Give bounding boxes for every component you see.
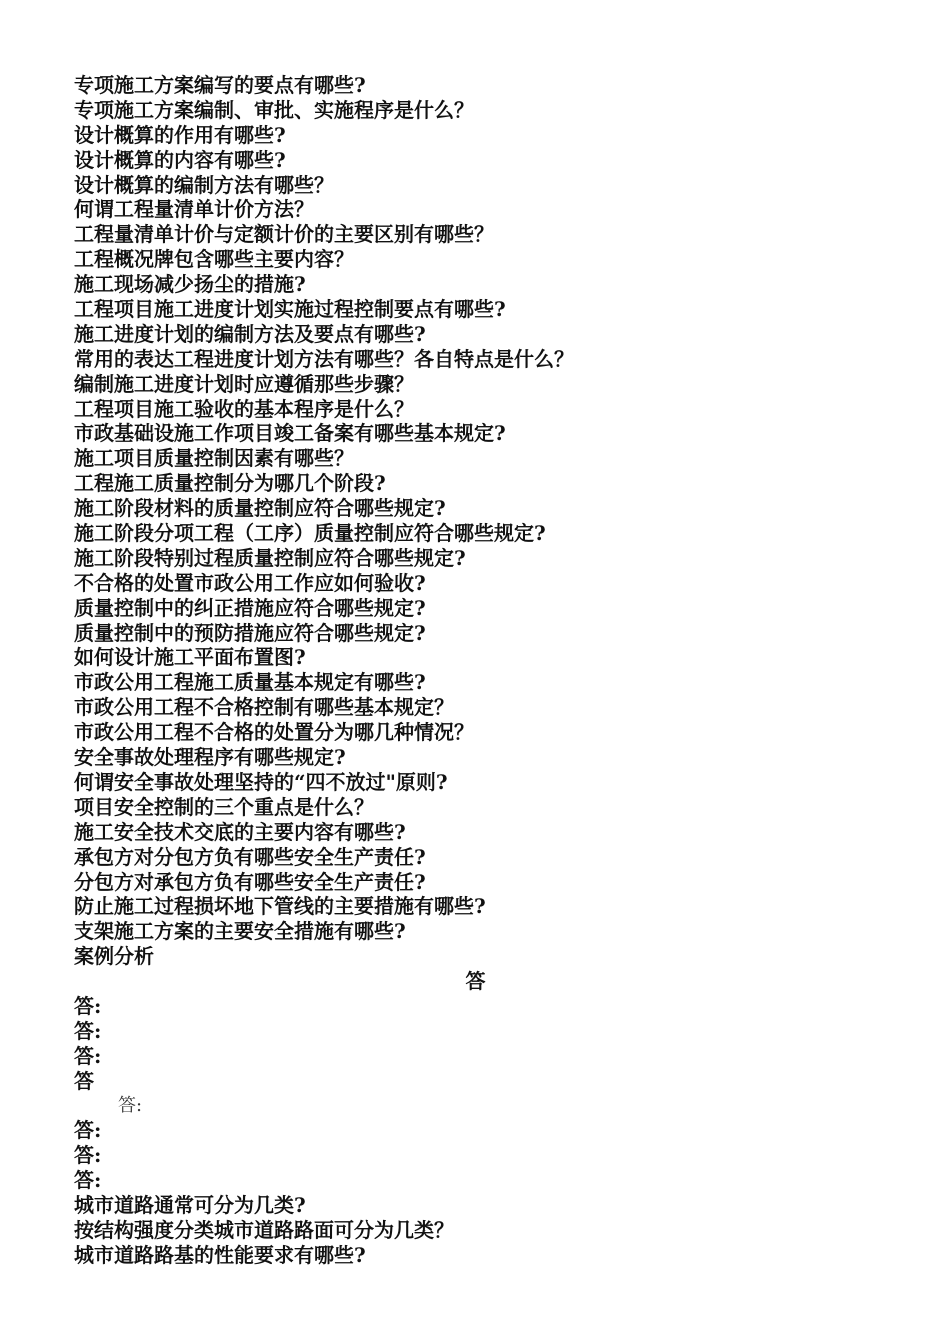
question-item: 专项施工方案编制、审批、实施程序是什么？ xyxy=(74,97,474,122)
question-item: 何谓工程量清单计价方法？ xyxy=(74,197,314,222)
question-item: 设计概算的作用有哪些? xyxy=(74,122,286,147)
question-item: 专项施工方案编写的要点有哪些? xyxy=(74,73,366,97)
answer-label: 答 xyxy=(74,1068,94,1093)
question-list-a xyxy=(74,73,894,969)
question-item: 工程概况牌包含哪些主要内容？ xyxy=(74,247,354,272)
question-item: 编制施工进度计划时应遵循那些步骤？ xyxy=(74,371,414,396)
question-item: 工程施工质量控制分为哪几个阶段? xyxy=(74,471,386,496)
question-item: 施工阶段材料的质量控制应符合哪些规定? xyxy=(74,496,446,521)
question-item: 质量控制中的预防措施应符合哪些规定? xyxy=(74,620,426,645)
question-item: 分包方对承包方负有哪些安全生产责任? xyxy=(74,869,426,894)
question-item: 设计概算的编制方法有哪些？ xyxy=(74,172,334,197)
question-item: 市政公用工程不合格控制有哪些基本规定？ xyxy=(74,695,454,720)
question-item: 如何设计施工平面布置图? xyxy=(74,645,306,670)
answer-list-b xyxy=(74,1118,894,1193)
question-item: 施工项目质量控制因素有哪些？ xyxy=(74,446,354,471)
question-item: 施工阶段特别过程质量控制应符合哪些规定? xyxy=(74,545,466,570)
answer-label: 答: xyxy=(74,1018,102,1043)
question-item: 城市道路通常可分为几类? xyxy=(74,1193,306,1218)
answer-indented: 答: xyxy=(118,1094,143,1116)
question-item: 常用的表达工程进度计划方法有哪些？各自特点是什么？ xyxy=(74,346,574,371)
answer-label: 答: xyxy=(74,993,102,1018)
question-item: 工程项目施工进度计划实施过程控制要点有哪些? xyxy=(74,297,506,322)
question-item: 支架施工方案的主要安全措施有哪些? xyxy=(74,919,406,944)
question-list-b xyxy=(74,1193,894,1268)
question-item: 防止施工过程损坏地下管线的主要措施有哪些? xyxy=(74,894,486,919)
answer-label: 答: xyxy=(74,1168,102,1193)
question-item: 案例分析 xyxy=(74,944,154,969)
question-item: 设计概算的内容有哪些? xyxy=(74,147,286,172)
answers-heading: 答 xyxy=(465,969,486,994)
question-item: 市政基础设施工作项目竣工备案有哪些基本规定? xyxy=(74,421,506,446)
question-item: 市政公用工程不合格的处置分为哪几种情况？ xyxy=(74,720,474,745)
question-item: 施工阶段分项工程（工序）质量控制应符合哪些规定? xyxy=(74,521,546,546)
answer-label: 答: xyxy=(74,1043,102,1068)
answer-label: 答: xyxy=(74,1143,102,1168)
question-item: 施工现场减少扬尘的措施? xyxy=(74,272,306,297)
question-item: 市政公用工程施工质量基本规定有哪些? xyxy=(74,670,426,695)
question-item: 工程量清单计价与定额计价的主要区别有哪些？ xyxy=(74,222,494,247)
question-item: 何谓安全事故处理坚持的“四不放过"原则? xyxy=(74,769,448,794)
answer-label: 答: xyxy=(74,1118,102,1143)
question-item: 按结构强度分类城市道路路面可分为几类？ xyxy=(74,1217,454,1242)
question-item: 承包方对分包方负有哪些安全生产责任? xyxy=(74,844,426,869)
question-item: 城市道路路基的性能要求有哪些? xyxy=(74,1242,366,1267)
question-item: 工程项目施工验收的基本程序是什么？ xyxy=(74,396,414,421)
answer-list-a xyxy=(74,994,894,1094)
question-item: 施工进度计划的编制方法及要点有哪些? xyxy=(74,321,426,346)
question-item: 不合格的处置市政公用工作应如何验收? xyxy=(74,570,426,595)
question-item: 安全事故处理程序有哪些规定? xyxy=(74,745,346,770)
question-item: 施工安全技术交底的主要内容有哪些? xyxy=(74,819,406,844)
question-item: 项目安全控制的三个重点是什么？ xyxy=(74,794,374,819)
document-body xyxy=(74,73,894,1268)
question-item: 质量控制中的纠正措施应符合哪些规定? xyxy=(74,595,426,620)
